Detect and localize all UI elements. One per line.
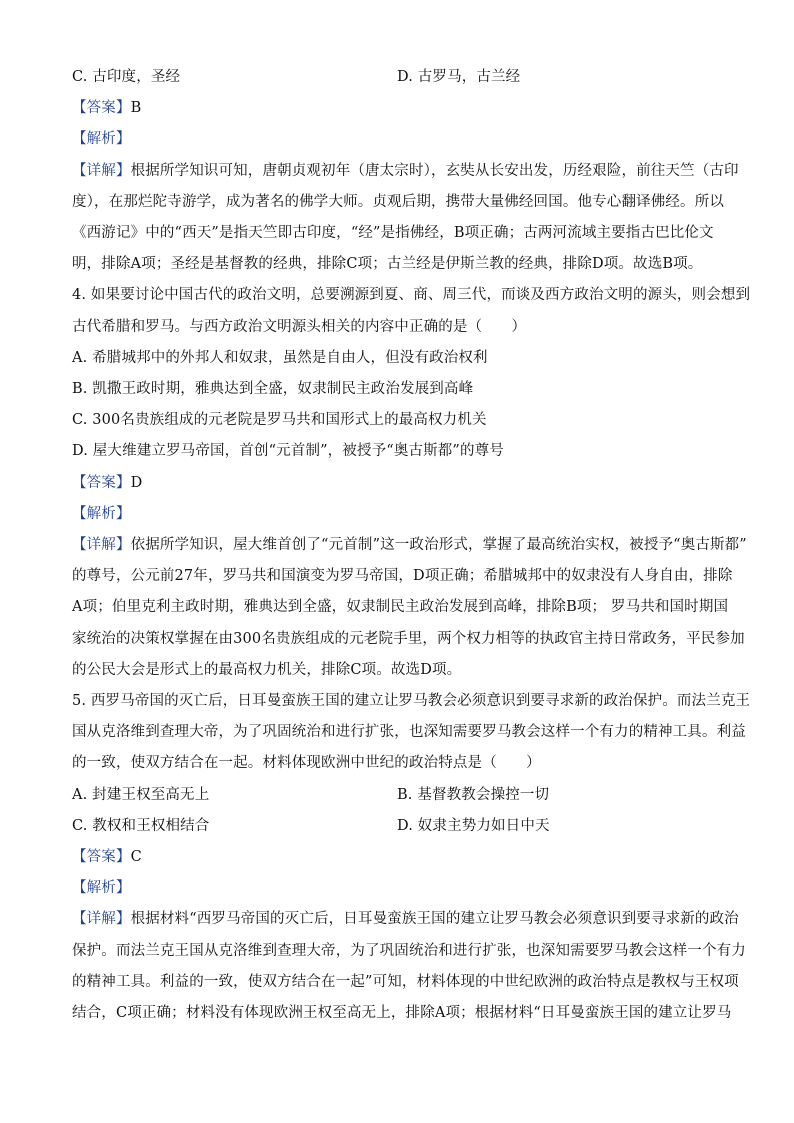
detail-tag: 【详解】 <box>72 537 131 554</box>
document-page <box>72 62 751 1029</box>
q3-answer <box>72 93 724 124</box>
q4-detail-line-1: 【详解】依据所学知识，屋大维首创了“元首制”这一政治形式，掌握了最高统治实权，被授予“奥古斯都” <box>72 537 747 554</box>
q4-analysis-tag: 【解析】 <box>72 505 131 522</box>
q5-options-cd <box>72 811 724 842</box>
q5-stem-line-1: 5. 西罗马帝国的灭亡后，日耳曼蛮族王国的建立让罗马教会必须意识到要寻求新的政治保护。而法兰克王 <box>72 693 751 710</box>
answer-tag: 【答案】 <box>72 474 131 491</box>
q3-option-d: D. 古罗马，古兰经 <box>397 69 521 85</box>
q3-detail-line-2: 度），在那烂陀寺游学，成为著名的佛学大师。贞观后期，携带大量佛经回国。他专心翻译佛经。所以 <box>72 193 724 210</box>
q4-stem-line-2: 古代希腊和罗马。与西方政治文明源头相关的内容中正确的是（ ） <box>72 318 527 335</box>
q5-option-a: A. 封建王权至高无上 <box>72 786 210 803</box>
q5-stem <box>72 686 751 780</box>
q4-answer-value: D <box>130 474 143 491</box>
q4-option-d: D. 屋大维建立罗马帝国，首创“元首制”，被授予“奥古斯都”的尊号 <box>72 443 504 460</box>
q5-stem-line-2: 国从克洛维到查理大帝，为了巩固统治和进行扩张，也深知需要罗马教会这样一个有力的精神工具。利益 <box>72 724 746 741</box>
q5-detail-line-1: 【详解】根据材料“西罗马帝国的灭亡后，日耳曼蛮族王国的建立让罗马教会必须意识到要寻求新的政治 <box>72 911 739 928</box>
q5-option-c: C. 教权和王权相结合 <box>72 817 210 834</box>
q5-detail-line-2: 保护。而法兰克王国从克洛维到查理大帝，为了巩固统治和进行扩张，也深知需要罗马教会这样一个有力 <box>72 942 746 959</box>
q3-options-cd <box>72 62 724 93</box>
detail-tag: 【详解】 <box>72 162 131 179</box>
q3-detail <box>72 156 739 281</box>
q5-answer-value: C <box>130 849 142 866</box>
answer-tag: 【答案】 <box>72 100 131 117</box>
q4-detail-line-3: A项；伯里克利主政时期，雅典达到全盛，奴隶制民主政治发展到高峰，排除B项； 罗马共和国时期国 <box>72 599 729 616</box>
q3-analysis-tag: 【解析】 <box>72 131 131 148</box>
q3-detail-line-3: 《西游记》中的“西天”是指天竺即古印度，“经”是指佛经，B项正确；古两河流域主要指古巴比伦文 <box>72 225 714 242</box>
detail-tag: 【详解】 <box>72 911 131 928</box>
q4-option-a: A. 希腊城邦中的外邦人和奴隶，虽然是自由人，但没有政治权利 <box>72 349 488 366</box>
q5-detail-line-3: 的精神工具。利益的一致，使双方结合在一起”可知，材料体现的中世纪欧洲的政治特点是教权与王权项 <box>72 973 739 990</box>
answer-tag: 【答案】 <box>72 849 131 866</box>
q4-option-b: B. 凯撒王政时期，雅典达到全盛，奴隶制民主政治发展到高峰 <box>72 381 474 398</box>
q5-option-d: D. 奴隶主势力如日中天 <box>397 817 550 834</box>
q5-analysis-tag: 【解析】 <box>72 880 131 897</box>
q4-stem <box>72 280 751 342</box>
q5-detail <box>72 904 746 1029</box>
q3-detail-line-4: 明，排除A项；圣经是基督教的经典，排除C项；古兰经是伊斯兰教的经典，排除D项。故选B项。 <box>72 256 703 273</box>
q5-options-ab <box>72 780 724 811</box>
q5-answer <box>72 842 724 873</box>
q5-option-b: B. 基督教教会操控一切 <box>397 786 550 803</box>
q3-detail-line-1: 【详解】根据所学知识可知，唐朝贞观初年（唐太宗时），玄奘从长安出发，历经艰险，前往天竺（古印 <box>72 162 739 179</box>
q4-detail-line-2: 的尊号，公元前27年，罗马共和国演变为罗马帝国，D项正确；希腊城邦中的奴隶没有人身自由，排除 <box>72 568 733 585</box>
q4-answer <box>72 468 724 499</box>
q3-answer-value: B <box>130 100 142 117</box>
q5-stem-line-3: 的一致，使双方结合在一起。材料体现欧洲中世纪的政治特点是（ ） <box>72 755 541 772</box>
q4-detail-line-5: 的公民大会是形式上的最高权力机关，排除C项。故选D项。 <box>72 661 462 678</box>
q4-stem-line-1: 4. 如果要讨论中国古代的政治文明，总要溯源到夏、商、周三代，而谈及西方政治文明的源头，则会想到 <box>72 287 751 304</box>
q4-detail-line-4: 家统治的决策权掌握在由300名贵族组成的元老院手里，两个权力相等的执政官主持日常政务，平民参加 <box>72 630 745 647</box>
q4-detail <box>72 530 747 686</box>
q3-option-c: C. 古印度，圣经 <box>72 69 181 85</box>
q5-detail-line-4: 结合，C项正确；材料没有体现欧洲王权至高无上，排除A项；根据材料“日耳曼蛮族王国的建立让罗马 <box>72 1005 732 1022</box>
q4-option-c: C. 300名贵族组成的元老院是罗马共和国形式上的最高权力机关 <box>72 412 487 429</box>
